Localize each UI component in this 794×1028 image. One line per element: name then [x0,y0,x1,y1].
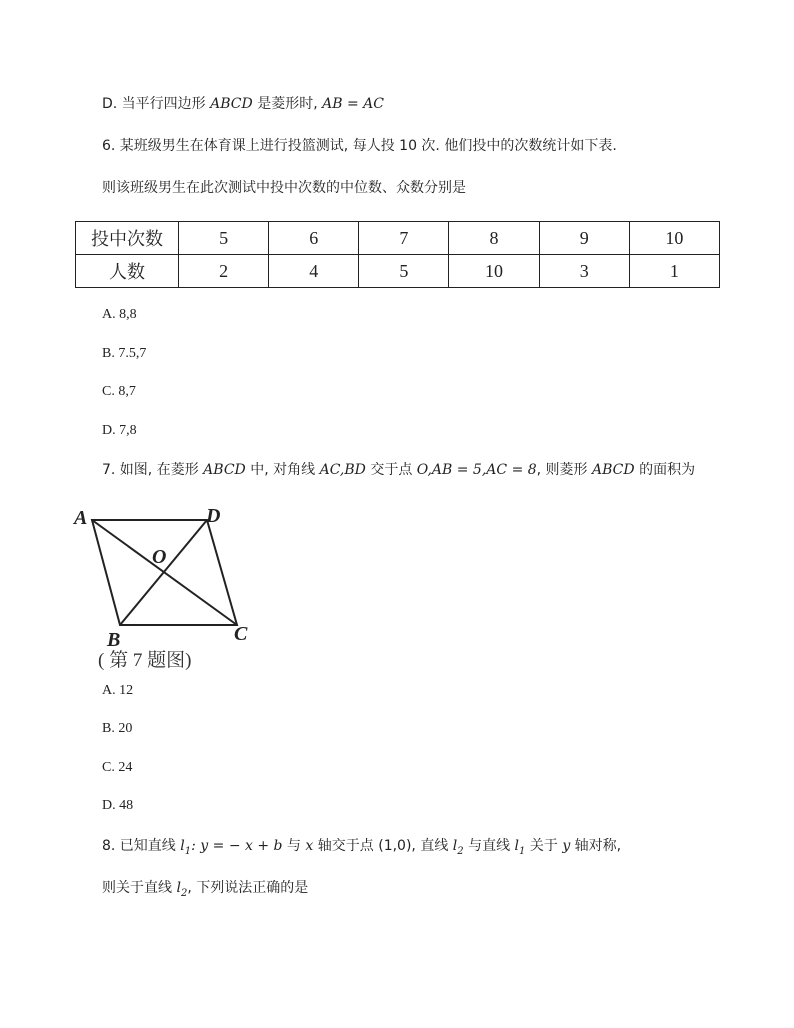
diagonal-bd [120,520,207,625]
table-cell: 人数 [76,255,179,288]
text: 是菱形时, [252,96,323,112]
q6-stem-line2: 则该班级男生在此次测试中投中次数的中位数、众数分别是 [102,180,466,196]
text: 交于点 [365,462,417,478]
q6-stem-line1: 6. 某班级男生在体育课上进行投篮测试, 每人投 10 次. 他们投中的次数统计如下表. [102,138,617,154]
math-ac-bd: AC,BD [319,462,366,478]
vertex-label-b: B [107,629,121,651]
math-l: l [452,838,458,854]
table-cell: 5 [179,222,269,255]
text: 轴对称, [570,838,622,854]
table-cell: 投中次数 [76,222,179,255]
math-abcd: ABCD [203,462,246,478]
math-x: x [305,838,314,854]
table-header-row [76,222,720,255]
center-label-o: O [152,546,167,568]
figure-caption: ( 第 7 题图) [98,650,192,671]
text: D. 当平行四边形 [102,96,211,112]
q5-option-d [102,95,384,113]
subscript: 2 [457,845,464,857]
math-abcd: ABCD [592,462,635,478]
q6-option-b: B. 7.5,7 [102,346,147,361]
text: 则关于直线 [102,880,177,896]
text: 的面积为 [634,462,696,478]
table-cell: 6 [269,222,359,255]
q6-option-d: D. 7,8 [102,423,137,438]
text: , 则菱形 [536,462,593,478]
q6-option-a: A. 8,8 [102,307,137,322]
table-cell: 10 [449,255,539,288]
table-cell: 1 [629,255,719,288]
vertex-label-a: A [74,507,88,529]
subscript: 2 [180,887,188,899]
text: 轴交于点 (1,0), 直线 [313,838,453,854]
math-l: l [176,880,181,896]
table-cell: 3 [539,255,629,288]
table-cell: 2 [179,255,269,288]
q7-option-b: B. 20 [102,721,133,736]
table-cell: 4 [269,255,359,288]
subscript: 1 [184,845,192,857]
text: 与直线 [463,838,515,854]
table-cell: 5 [359,255,449,288]
math-l: l [180,838,185,854]
table-data-row [76,255,720,288]
text: 7. 如图, 在菱形 [102,462,204,478]
q8-stem-line1 [102,837,621,861]
table-cell: 7 [359,222,449,255]
score-table [75,221,720,288]
vertex-label-d: D [206,505,221,527]
math-y: y [562,838,571,854]
q7-option-c: C. 24 [102,760,133,775]
math-ab-eq-ac: AB = AC [322,96,384,112]
math-equation: : y = − x + b [191,838,283,854]
table-cell: 10 [629,222,719,255]
math-condition: O,AB = 5,AC = 8 [416,462,537,478]
text: 8. 已知直线 [102,838,181,854]
math-l: l [514,838,520,854]
text: , 下列说法正确的是 [187,880,309,896]
text: 与 [282,838,306,854]
vertex-label-c: C [234,623,248,645]
table-cell: 8 [449,222,539,255]
math-abcd: ABCD [210,96,253,112]
q6-option-c: C. 8,7 [102,384,136,399]
q7-option-d: D. 48 [102,798,134,813]
text: 关于 [525,838,563,854]
q7-option-a: A. 12 [102,683,134,698]
subscript: 1 [519,845,526,857]
table-cell: 9 [539,222,629,255]
q8-stem-line2 [102,879,308,903]
q7-stem [102,461,695,479]
text: 中, 对角线 [245,462,320,478]
